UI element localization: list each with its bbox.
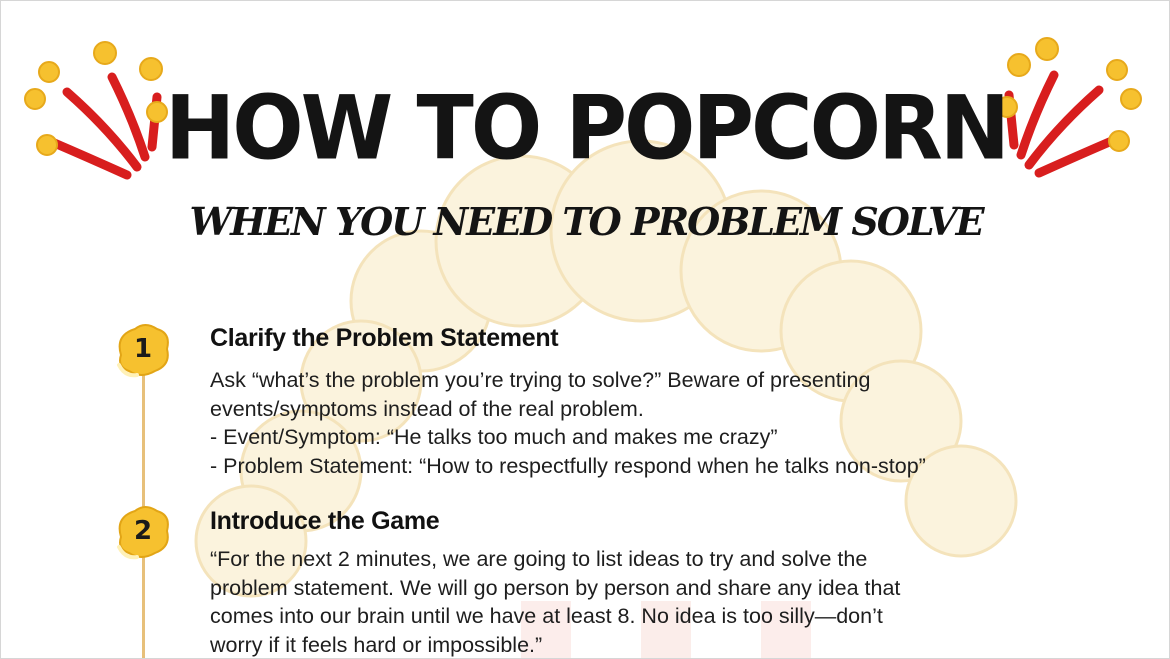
page-title: HOW TO POPCORN (164, 76, 1008, 180)
step-2-badge (111, 501, 175, 565)
step-1-body (210, 366, 1090, 480)
step-1-badge (111, 319, 175, 383)
step-1-line: - Event/Symptom: “He talks too much and makes me crazy” (210, 425, 778, 449)
page-subtitle: WHEN YOU NEED TO PROBLEM SOLVE (189, 199, 983, 244)
step-1-heading: Clarify the Problem Statement (210, 324, 559, 352)
step-1-line: events/symptoms instead of the real problem. (210, 396, 644, 421)
step-2-line: comes into our brain until we have at least 8. No idea is too silly—don’t (210, 604, 883, 628)
step-2-body (210, 545, 1090, 659)
step-2-heading: Introduce the Game (210, 507, 440, 535)
step-2-line: worry if it feels hard or impossible.” (210, 632, 543, 657)
step-2-line: “For the next 2 minutes, we are going to list ideas to try and solve the (210, 547, 868, 571)
step-1-line: - Problem Statement: “How to respectfully respond when he talks non-stop” (210, 453, 926, 478)
step-2-number: 2 (133, 516, 153, 546)
step-1-line: Ask “what’s the problem you’re trying to solve?” Beware of presenting (210, 368, 871, 392)
step-2-line: problem statement. We will go person by person and share any idea that (210, 575, 901, 600)
step-1-number: 1 (133, 334, 153, 364)
